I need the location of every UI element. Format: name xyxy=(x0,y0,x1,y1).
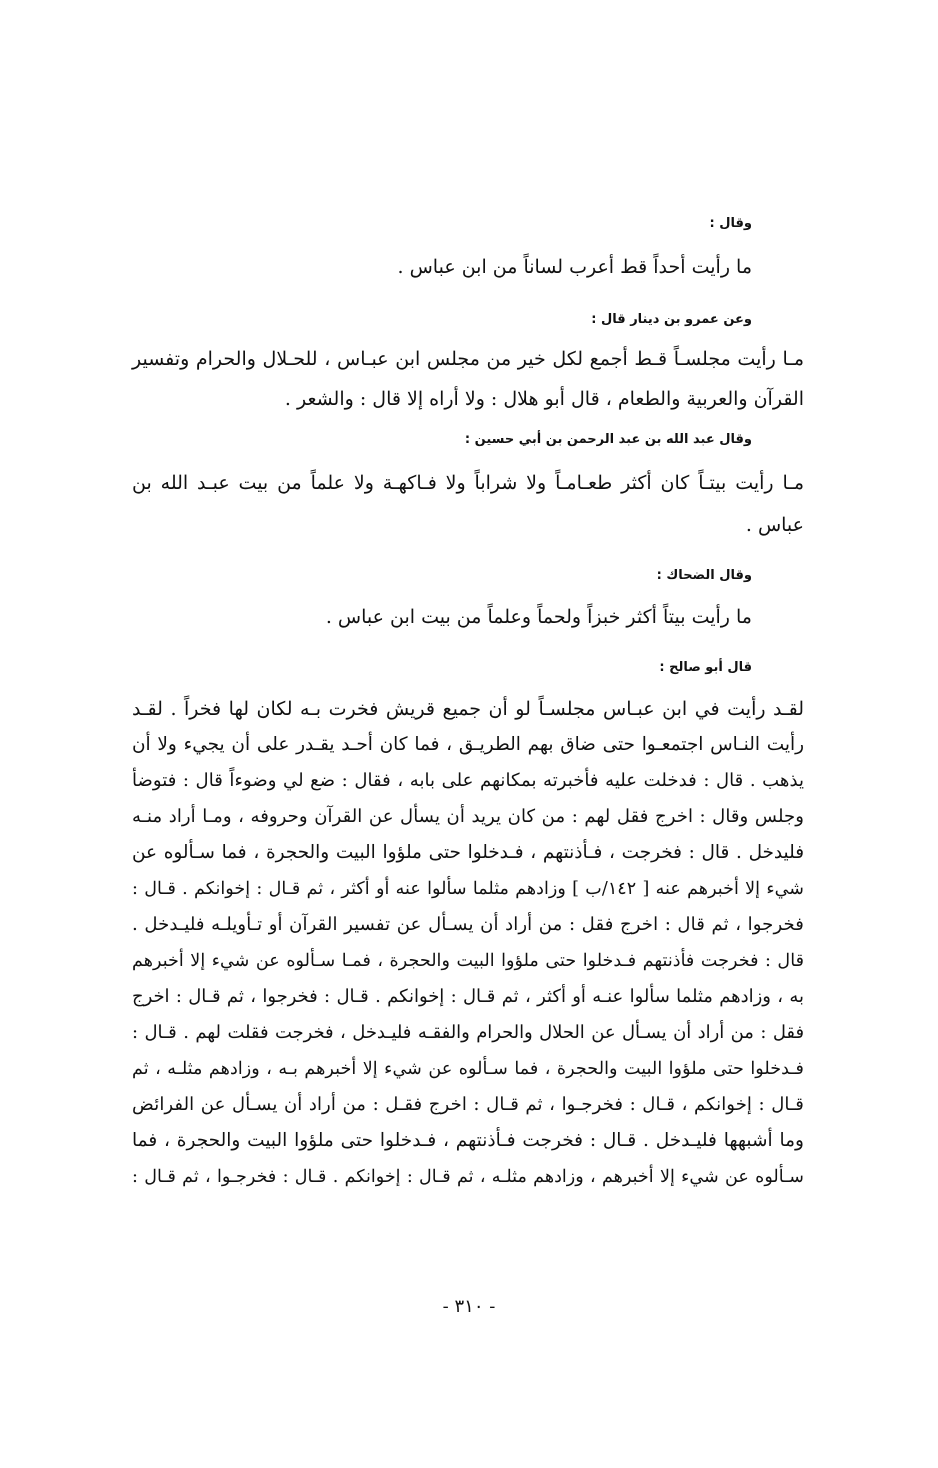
text-line: وما أشبهها فليـدخل . قـال : فخرجت فـأذنتهم ، فـدخلوا حتى ملؤوا البيت والحجرة ، فما xyxy=(132,1130,804,1151)
text-line: فقل : من أراد أن يسـأل عن الحلال والحرام والفقـه فليـدخل ، فخرجت فقلت لهم . قـال : xyxy=(132,1022,804,1043)
text-line: شيء إلا أخبرهم عنه [ ١٤٢/ب ] وزادهم مثلما سألوا عنه أو أكثر ، ثم قـال : إخوانكم . قـال : xyxy=(132,879,805,899)
text-line: مـا رأيت مجلسـاً قـط أجمع لكل خير من مجلس ابن عبـاس ، للحـلال والحرام وتفسير xyxy=(132,348,804,370)
section-heading: وقال الضحاك : xyxy=(656,568,752,583)
section-heading: وقال : xyxy=(709,216,752,231)
text-line: عباس . xyxy=(745,514,804,536)
section-heading: قال أبو صالح : xyxy=(659,660,752,675)
text-line: مـا رأيت بيتـاً كان أكثر طعـامـاً ولا شراباً ولا فـاكهـة ولا علماً من بيت عبـد الله بن xyxy=(132,472,804,494)
text-line: وجلس وقال : اخرج فقل لهم : من كان يريد أن يسأل عن القرآن وحروفه ، ومـا أراد منـه xyxy=(132,806,804,827)
text-line: فليدخل . قال : فخرجت ، فـأذنتهم ، فـدخلوا حتى ملؤوا البيت والحجرة ، فما سـألوه عن xyxy=(132,842,804,863)
text-line: لقـد رأيت في ابن عبـاس مجلسـاً لو أن جميع قريش فخرت بـه لكان لها فخراً . لقـد xyxy=(132,698,804,720)
page-number: - ٣١٠ - xyxy=(442,1296,496,1317)
text-line: به ، وزادهم مثلما سألوا عنـه أو أكثر ، ثم قـال : إخوانكم . قـال : فخرجوا ، ثم قـال : اخرج xyxy=(132,986,804,1007)
text-line: فخرجوا ، ثم قال : اخرج فقل : من أراد أن يسـأل عن تفسير القرآن أو تـأويلـه فليـدخل . xyxy=(132,914,804,935)
text-line: فـدخلوا حتى ملؤوا البيت والحجرة ، فما سـألوه عن شيء إلا أخبرهم بـه ، وزادهم مثلـه ، ثم xyxy=(132,1059,804,1079)
text-line: سـألوه عن شيء إلا أخبرهم ، وزادهم مثلـه ، ثم قـال : إخوانكم . قـال : فخرجـوا ، ثم قـال : xyxy=(132,1167,804,1187)
text-line: يذهب . قال : فدخلت عليه فأخبرته بمكانهم على بابه ، فقال : ضع لي وضوءاً قال : فتوضأ xyxy=(132,770,804,791)
text-line: قال : فخرجت فأذنتهم فـدخلوا حتى ملؤوا البيت والحجرة ، فمـا سـألوه عن شيء إلا أخبرهم xyxy=(132,951,804,971)
section-heading: وقال عبد الله بن عبد الرحمن بن أبي حسين : xyxy=(464,432,752,447)
section-heading: وعن عمرو بن دينار قال : xyxy=(591,312,752,327)
text-line: رأيت النـاس اجتمعـوا حتى ضاق بهم الطريـق ، فما كان أحـد يقـدر على أن يجيء ولا أن xyxy=(132,734,804,755)
text-line: القرآن والعربية والطعام ، قال أبو هلال : ولا أراه إلا قال : والشعر . xyxy=(284,388,804,410)
text-line: قـال : إخوانكم ، قـال : فخرجـوا ، ثم قـال : اخرج فقـل : من أراد أن يسـأل عن الفرائض xyxy=(132,1094,804,1115)
text-line: ما رأيت بيتاً أكثر خبزاً ولحماً وعلماً من بيت ابن عباس . xyxy=(325,606,752,628)
text-line: ما رأيت أحداً قط أعرب لساناً من ابن عباس . xyxy=(397,256,752,278)
